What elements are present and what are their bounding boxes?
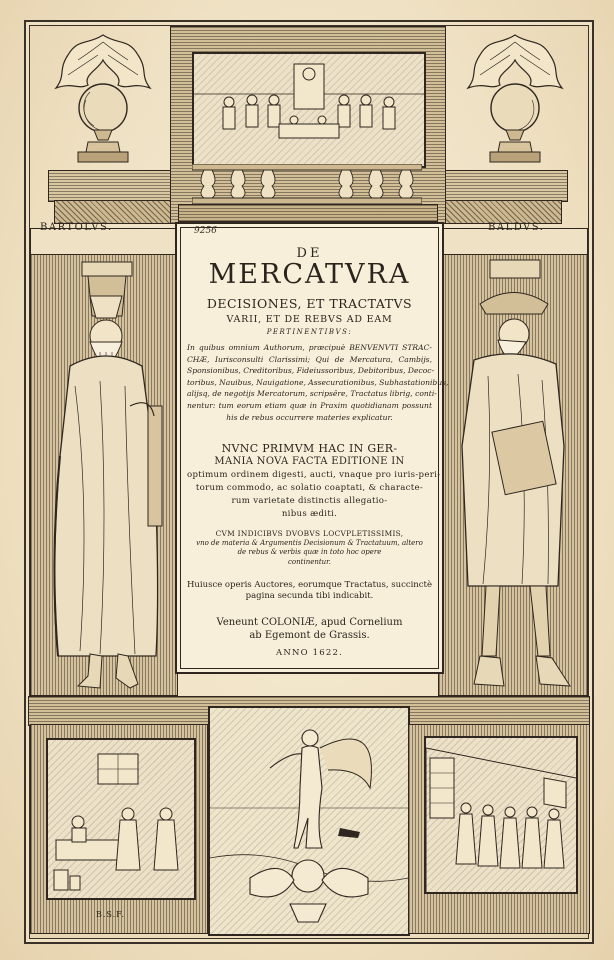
authors-note-line: pagina secunda tibi indicabit. xyxy=(245,591,374,601)
title-mercatura: MERCATVRA xyxy=(208,259,411,290)
indices-paragraph xyxy=(187,529,432,567)
bartolus-figure xyxy=(30,256,180,696)
left-frieze xyxy=(54,200,179,224)
right-cornice xyxy=(431,170,568,202)
top-panel-base xyxy=(178,204,438,222)
edition-line: MANIA NOVA FACTA EDITIONE IN xyxy=(214,456,405,468)
contents-line: CHÆ, Iurisconsulti Clarissimi; Qui de Mercatura, Cambijs, xyxy=(187,354,432,364)
contents-line: alijsq, de negotijs Mercatorum, scripsêre, Tractatus librig, conti- xyxy=(187,389,437,399)
indices-line: de rebus & verbis quæ in toto hoc opere xyxy=(237,548,382,556)
indices-line: CVM INDICIBVS DVOBVS LOCVPLETISSIMIS, xyxy=(215,529,404,538)
left-figure-label: BARTOLVS. xyxy=(40,222,113,233)
title-varii: VARII, ET DE REBVS AD EAM xyxy=(226,314,393,325)
contents-line: toribus, Nauibus, Nauigatione, Assecurationibus, Subhastationibus, xyxy=(187,377,449,387)
contents-line: Sponsionibus, Creditoribus, Fideiussoribus, Debitoribus, Decoc- xyxy=(187,366,435,376)
imprint-line: ab Egemont de Grassis. xyxy=(249,630,370,641)
title-pertinentibus: PERTINENTIBVS: xyxy=(266,328,353,336)
right-frieze xyxy=(437,200,562,224)
title-de: DE xyxy=(296,246,323,261)
baldus-figure xyxy=(438,256,588,696)
edition-line: optimum ordinem digesti, aucti, vnaque pro iuris-peri- xyxy=(187,469,441,480)
publication-year: ANNO 1622. xyxy=(275,648,344,658)
imprint-line: Veneunt COLONIÆ, apud Cornelium xyxy=(216,617,403,628)
manuscript-note: 9256 xyxy=(194,226,217,236)
counting-house-drawing xyxy=(48,740,194,898)
fortuna-scene xyxy=(208,706,410,936)
left-cornice xyxy=(48,170,185,202)
edition-line: nibus æditi. xyxy=(281,509,338,520)
contents-line: In quibus omnium Authorum, præcipuè BENVENVTI STRAC- xyxy=(187,343,432,352)
imprint xyxy=(187,616,432,642)
flaming-urn-right xyxy=(460,30,570,165)
edition-line: rum varietate distinctis allegatio- xyxy=(231,496,388,507)
engraver-mark: B.S.F. xyxy=(96,910,126,919)
title-tablet xyxy=(175,222,449,674)
contents-line: nentur: tum eorum etiam quæ in Praxim quotidianam possunt xyxy=(187,400,432,410)
balustrade xyxy=(192,164,422,204)
authors-note-line: Huiusce operis Auctores, eorumque Tractatus, succinctè xyxy=(187,580,432,590)
court-scene xyxy=(192,52,426,168)
indices-line: continentur. xyxy=(288,557,331,566)
contents-line: his de rebus occurrere materies explicatur. xyxy=(226,412,393,422)
court-scene-drawing xyxy=(194,54,424,166)
market-hall-drawing xyxy=(426,738,576,892)
authors-note xyxy=(187,580,432,602)
flaming-urn-left xyxy=(48,30,158,165)
edition-line: NVNC PRIMVM HAC IN GER- xyxy=(221,442,398,455)
edition-line: torum commodo, ac solatio coaptati, & characte- xyxy=(195,482,424,493)
counting-house-scene xyxy=(46,738,196,900)
contents-paragraph xyxy=(187,342,449,423)
market-hall-scene xyxy=(424,736,578,894)
edition-paragraph xyxy=(187,442,441,522)
fortuna-drawing xyxy=(210,708,408,934)
indices-line: vno de materia & Argumentis Decisionum & Tractatuum, altero xyxy=(196,538,423,547)
title-decisiones: DECISIONES, ET TRACTATVS xyxy=(206,296,413,311)
right-figure-label: BALDVS. xyxy=(488,222,545,233)
